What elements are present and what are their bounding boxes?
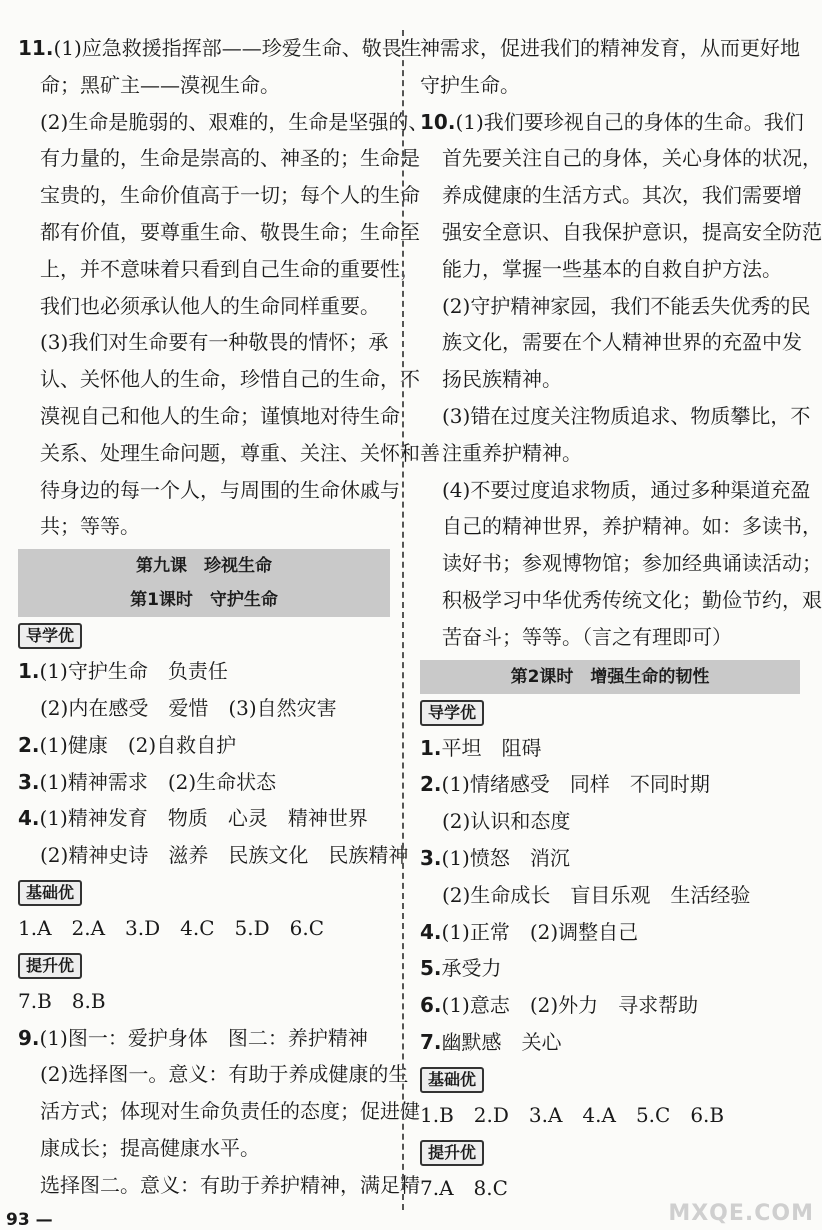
q10-line: 强安全意识、自我保护意识，提高安全防范	[442, 219, 822, 244]
q10-line: 能力，掌握一些基本的自救自护方法。	[442, 256, 782, 281]
continued-line: 神需求，促进我们的精神发育，从而更好地	[420, 36, 800, 60]
section-title: 第2课时 增强生命的韧性	[420, 660, 800, 694]
tisheng-answers: 7.B 8.B	[18, 988, 106, 1013]
item-number: 1.	[18, 659, 40, 684]
q10-number: 10.	[420, 109, 456, 134]
daoxue-item	[420, 987, 800, 1024]
item-number: 7.	[420, 1029, 442, 1054]
q10-line: 扬民族精神。	[442, 367, 562, 392]
section-title: 第1课时 守护生命	[18, 583, 390, 617]
item-text: (1)守护生命 负责任	[39, 659, 228, 684]
item-text: 幽默感 关心	[441, 1029, 562, 1054]
q10-line: 族文化，需要在个人精神世界的充盈中发	[442, 330, 802, 355]
q11-p3-line: 共；等等。	[40, 514, 140, 539]
daoxue-item: (2)生命成长 盲目乐观 生活经验	[442, 882, 751, 907]
item-number: 1.	[420, 735, 442, 760]
item-number: 3.	[420, 845, 442, 870]
q11-line-2: 命；黑矿主——漠视生命。	[40, 72, 280, 97]
daoxue-item	[420, 840, 800, 877]
q10-line: 养成健康的生活方式。其次，我们需要增	[442, 183, 802, 208]
item-number: 2.	[420, 772, 442, 797]
item-text: (1)情绪感受 同样 不同时期	[441, 772, 710, 797]
item-number: 2.	[18, 732, 40, 757]
q11-p2-line: 有力量的，生命是崇高的、神圣的；生命是	[40, 146, 420, 171]
q11-p2-line: 都有价值，要尊重生命、敬畏生命；生命至	[40, 219, 420, 244]
q11-p2-line: (2)生命是脆弱的、艰难的，生命是坚强的、	[40, 109, 429, 134]
daoxue-item	[420, 766, 800, 803]
q11-p2-line: 宝贵的，生命价值高于一切；每个人的生命	[40, 183, 420, 208]
q10-line: 注重养护精神。	[442, 440, 582, 465]
q10-line: (4)不要过度追求物质，通过多种渠道充盈	[442, 477, 811, 502]
q10-line: (3)错在过度关注物质追求、物质攀比，不	[442, 403, 811, 428]
tisheng-tag-row	[420, 1134, 800, 1170]
q9-text: (1)图一：爱护身体 图二：养护精神	[39, 1025, 368, 1050]
q10-line-1	[420, 104, 804, 141]
q9-number: 9.	[18, 1025, 40, 1050]
q10-line: 苦奋斗；等等。（言之有理即可）	[442, 624, 732, 649]
jichu-answers: 1.A 2.A 3.D 4.C 5.D 6.C	[18, 915, 325, 940]
item-number: 4.	[18, 806, 40, 831]
daoxue-tag-row	[420, 694, 800, 730]
item-text: (1)精神需求 (2)生命状态	[39, 769, 277, 794]
daoxue-item	[18, 727, 390, 764]
item-text: (1)健康 (2)自救自护	[39, 732, 237, 757]
watermark: MXQE.COM	[668, 1201, 814, 1226]
item-number: 6.	[420, 993, 442, 1018]
q9-line: 活方式；体现对生命负责任的态度；促进健	[40, 1099, 420, 1124]
daoxue-item	[420, 1024, 800, 1061]
q9-line: 选择图二。意义：有助于养护精神，满足精	[40, 1172, 420, 1197]
daoxue-item	[420, 914, 800, 951]
tisheng-tag-row	[18, 947, 390, 983]
q11-p3-line: (3)我们对生命要有一种敬畏的情怀；承	[40, 330, 389, 355]
q10-line: 读好书；参观博物馆；参加经典诵读活动；	[442, 551, 822, 576]
tisheng-tag: 提升优	[420, 1140, 484, 1166]
daoxue-item: (2)内在感受 爱惜 (3)自然灾害	[40, 695, 337, 720]
item-number: 4.	[420, 919, 442, 944]
jichu-answers: 1.B 2.D 3.A 4.A 5.C 6.B	[420, 1102, 725, 1127]
q11-p3-line: 漠视自己和他人的生命；谨慎地对待生命	[40, 403, 400, 428]
q11-number: 11.	[18, 36, 54, 60]
item-text: (1)精神发育 物质 心灵 精神世界	[39, 806, 368, 831]
jichu-tag-row	[420, 1061, 800, 1097]
q10-line: 积极学习中华优秀传统文化；勤俭节约，艰	[442, 587, 822, 612]
q9-line: 康成长；提高健康水平。	[40, 1135, 260, 1160]
daoxue-item	[420, 730, 800, 767]
column-divider	[402, 30, 404, 1210]
daoxue-item: (2)认识和态度	[442, 809, 571, 834]
item-number: 5.	[420, 956, 442, 981]
item-text: 承受力	[441, 956, 502, 981]
tisheng-tag: 提升优	[18, 953, 82, 979]
q10-text: (1)我们要珍视自己的身体的生命。我们	[455, 109, 804, 134]
jichu-tag: 基础优	[18, 880, 82, 906]
item-number: 3.	[18, 769, 40, 794]
q10-line: 首先要关注自己的身体，关心身体的状况，	[442, 146, 822, 171]
item-text: (1)愤怒 消沉	[441, 845, 570, 870]
daoxue-item	[420, 950, 800, 987]
lesson-title: 第九课 珍视生命	[18, 549, 390, 583]
q9-line-1	[18, 1020, 390, 1057]
daoxue-item	[18, 653, 390, 690]
q11-p2-line: 我们也必须承认他人的生命同样重要。	[40, 293, 380, 318]
continued-line: 守护生命。	[420, 72, 520, 97]
jichu-tag: 基础优	[420, 1067, 484, 1093]
daoxue-tag: 导学优	[18, 623, 82, 649]
daoxue-item	[18, 764, 390, 801]
page-number: 93 —	[6, 1210, 53, 1230]
q11-p2-line: 上，并不意味着只看到自己生命的重要性，	[40, 256, 420, 281]
q10-line: (2)守护精神家园，我们不能丢失优秀的民	[442, 293, 811, 318]
q11-p3-line: 认、关怀他人的生命，珍惜自己的生命，不	[40, 367, 420, 392]
daoxue-tag: 导学优	[420, 700, 484, 726]
right-column	[420, 30, 822, 1206]
q10-line: 自己的精神世界，养护精神。如：多读书，	[442, 514, 822, 539]
jichu-tag-row	[18, 874, 390, 910]
daoxue-tag-row	[18, 617, 390, 653]
daoxue-item: (2)精神史诗 滋养 民族文化 民族精神	[40, 843, 409, 868]
item-text: (1)意志 (2)外力 寻求帮助	[441, 993, 699, 1018]
daoxue-item	[18, 800, 390, 837]
tisheng-answers: 7.A 8.C	[420, 1175, 508, 1200]
item-text: 平坦 阻碍	[441, 735, 542, 760]
q11-line-1: 11.(1)应急救援指挥部——珍爱生命、敬畏生	[18, 36, 422, 60]
q11-p3-line: 关系、处理生命问题，尊重、关注、关怀和善	[40, 440, 440, 465]
q9-line: (2)选择图一。意义：有助于养成健康的生	[40, 1062, 409, 1087]
item-text: (1)正常 (2)调整自己	[441, 919, 639, 944]
q11-p3-line: 待身边的每一个人，与周围的生命休戚与	[40, 477, 400, 502]
